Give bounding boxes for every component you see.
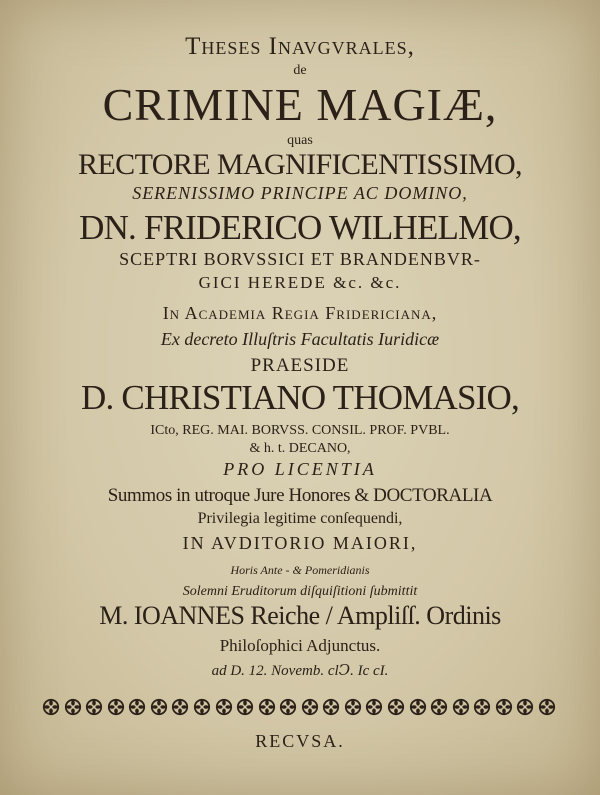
word-de: de xyxy=(293,63,307,78)
fleuron-ornament-icon xyxy=(42,698,60,716)
praeses-titles: ICto, REG. MAI. BORVSS. CONSIL. PROF. PVBL. xyxy=(150,423,450,438)
decreto-line: Ex decreto Illuſtris Facultatis Iuridicæ xyxy=(160,329,440,349)
main-title: CRIMINE MAGIÆ, xyxy=(102,79,498,130)
sceptri-line: SCEPTRI BORVSSICI ET BRANDENBVR- xyxy=(119,249,481,269)
praeses-name: D. CHRISTIANO THOMASIO, xyxy=(81,378,519,417)
fleuron-ornament-icon xyxy=(365,698,383,716)
word-quas: quas xyxy=(287,133,313,148)
fleuron-ornament-icon xyxy=(128,698,146,716)
decano-line: & h. t. DECANO, xyxy=(249,441,351,456)
fleuron-ornament-icon xyxy=(301,698,319,716)
fleuron-ornament-icon xyxy=(85,698,103,716)
fleuron-ornament-icon xyxy=(193,698,211,716)
adjunctus-line: Philoſophici Adjunctus. xyxy=(219,636,381,655)
privilegia-line: Privilegia legitime conſequendi, xyxy=(197,510,403,527)
ornament-border xyxy=(42,696,556,718)
honores-line: Summos in utroque Jure Honores & DOCTORALIA xyxy=(107,485,493,506)
fleuron-ornament-icon xyxy=(236,698,254,716)
fleuron-ornament-icon xyxy=(516,698,534,716)
fleuron-ornament-icon xyxy=(495,698,513,716)
fleuron-ornament-icon xyxy=(473,698,491,716)
herede-line: GICI HEREDE &c. &c. xyxy=(198,273,402,292)
academia-line: In Academia Regia Fridericiana, xyxy=(162,303,438,323)
fleuron-ornament-icon xyxy=(452,698,470,716)
fleuron-ornament-icon xyxy=(279,698,297,716)
horis-line: Horis Ante - & Pomeridianis xyxy=(230,563,370,577)
pro-licentia: PRO LICENTIA xyxy=(223,459,377,479)
dominus-name: DN. FRIDERICO WILHELMO, xyxy=(79,208,521,247)
fleuron-ornament-icon xyxy=(430,698,448,716)
fleuron-ornament-icon xyxy=(215,698,233,716)
princeps-line: SERENISSIMO PRINCIPE AC DOMINO, xyxy=(132,183,468,203)
auditorio-line: IN AVDITORIO MAIORI, xyxy=(182,533,418,553)
recusa-label: RECVSA. xyxy=(255,731,345,751)
praeside-label: PRAESIDE xyxy=(250,355,350,376)
fleuron-ornament-icon xyxy=(150,698,168,716)
rector-line: RECTORE MAGNIFICENTISSIMO, xyxy=(78,148,522,181)
heading-theses: Theses Inavgvrales, xyxy=(185,33,415,60)
fleuron-ornament-icon xyxy=(171,698,189,716)
fleuron-ornament-icon xyxy=(344,698,362,716)
respondent-line: M. IOANNES Reiche / Ampliſſ. Ordinis xyxy=(99,601,501,630)
fleuron-ornament-icon xyxy=(107,698,125,716)
fleuron-ornament-icon xyxy=(258,698,276,716)
fleuron-ornament-icon xyxy=(322,698,340,716)
fleuron-ornament-icon xyxy=(538,698,556,716)
date-line: ad D. 12. Novemb. clↃ. Ic cI. xyxy=(211,663,389,679)
fleuron-ornament-icon xyxy=(387,698,405,716)
solemni-line: Solemni Eruditorum diſquiſitioni ſubmittit xyxy=(182,584,418,599)
fleuron-ornament-icon xyxy=(409,698,427,716)
fleuron-ornament-icon xyxy=(64,698,82,716)
